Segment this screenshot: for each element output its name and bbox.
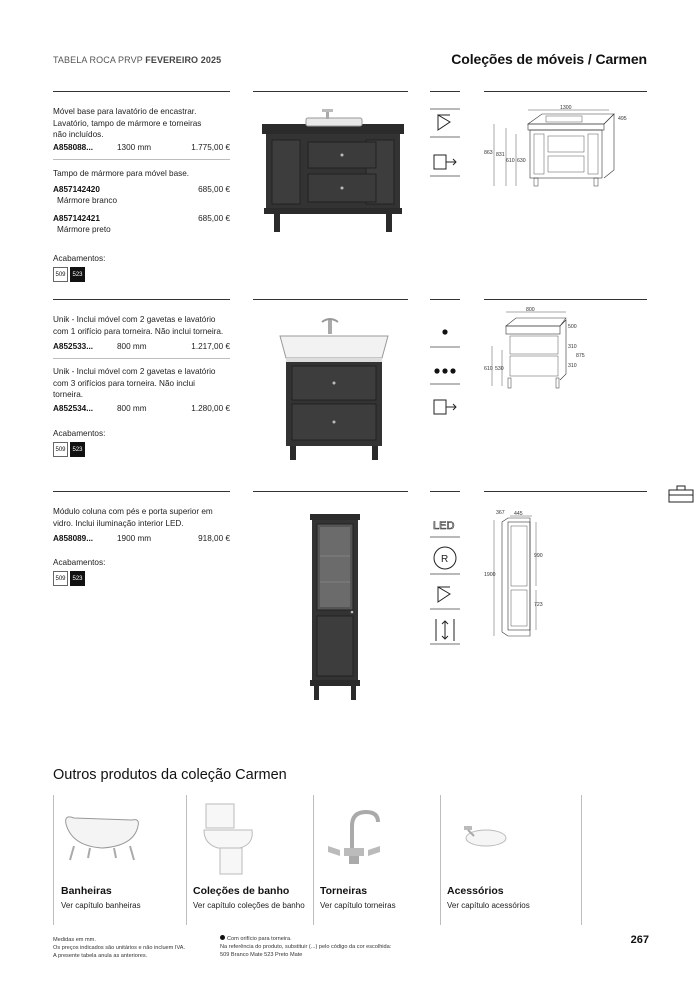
dim-label: 990 [534, 553, 543, 559]
header-tabela: TABELA ROCA PRVP FEVEREIRO 2025 [53, 55, 222, 65]
card-link[interactable]: Ver capítulo acessórios [447, 901, 530, 910]
dot-icon [220, 935, 225, 940]
drawer-open-icon [430, 392, 460, 422]
dim-label: 495 [618, 116, 627, 122]
divider [253, 91, 408, 92]
divider [53, 91, 230, 92]
page-number: 267 [630, 934, 649, 946]
product-icons [430, 108, 460, 182]
product-code: A858088... [53, 143, 94, 152]
extra-code: A857142421 [53, 214, 100, 223]
divider [53, 491, 230, 492]
dim-label: 500 [568, 324, 577, 330]
dim-label: 445 [514, 511, 523, 517]
divider [484, 491, 647, 492]
dim-label: 800 [526, 307, 535, 313]
extra-price: 685,00 € [198, 185, 230, 194]
finish-swatch-black: 523 [70, 442, 85, 457]
variant-price: 1.280,00 € [191, 404, 230, 413]
divider [53, 299, 230, 300]
dim-label: 310 [568, 344, 577, 350]
divider [253, 299, 408, 300]
three-holes-icon [430, 355, 460, 385]
toilet-image [200, 800, 260, 878]
card-divider [440, 795, 441, 925]
card-name[interactable]: Banheiras [61, 885, 112, 897]
svg-text:LED: LED [433, 520, 455, 532]
dim-label: 1900 [484, 572, 496, 578]
divider [430, 299, 460, 300]
soap-dish-image [460, 818, 510, 858]
finish-swatch-white: 509 [53, 571, 68, 586]
wall-mounted-icon [430, 108, 460, 138]
product-description: Módulo coluna com pés e porta superior em vidro. Inclui iluminação interior LED. [53, 507, 213, 528]
bathtub-image [62, 806, 142, 868]
divider [484, 91, 647, 92]
faucet-image [324, 806, 384, 868]
product-code: A858089... [53, 534, 94, 543]
card-link[interactable]: Ver capítulo banheiras [61, 901, 141, 910]
divider [430, 91, 460, 92]
product-icons [430, 510, 460, 650]
extra-title: Tampo de mármore para móvel base. [53, 169, 190, 178]
divider [430, 491, 460, 492]
vanity-base-image [258, 104, 408, 234]
product-size: 800 mm [117, 342, 147, 351]
finish-swatch-black: 523 [70, 571, 85, 586]
divider [253, 491, 408, 492]
svg-text:R: R [441, 554, 449, 565]
one-hole-icon [430, 318, 460, 348]
variant-description: Unik - Inclui móvel com 2 gavetas e lavatório com 3 orifícios para torneira. Não inclui torneira. [53, 367, 216, 399]
product-description: Unik - Inclui móvel com 2 gavetas e lavatório com 1 orifício para torneira. Não inclui torneira. [53, 315, 224, 336]
card-name[interactable]: Torneiras [320, 885, 368, 897]
product-description: Móvel base para lavatório de encastrar. Lavatório, tampo de mármore e torneiras não incluídos. [53, 107, 202, 139]
divider [484, 299, 647, 300]
others-title: Outros produtos da coleção Carmen [53, 767, 287, 783]
card-divider [186, 795, 187, 925]
product-price: 1.217,00 € [191, 342, 230, 351]
card-name[interactable]: Acessórios [447, 885, 504, 897]
finish-swatch-white: 509 [53, 267, 68, 282]
dim-label: 367 [496, 510, 505, 516]
reversible-icon [430, 543, 460, 575]
product-price: 918,00 € [198, 534, 230, 543]
finish-swatch-black: 523 [70, 267, 85, 282]
led-icon [430, 510, 460, 538]
divider [53, 159, 230, 160]
product-size: 1900 mm [117, 534, 152, 543]
dim-label: 1300 [560, 105, 572, 111]
vanity-unik-image [278, 316, 390, 462]
extra-name: Mármore preto [57, 225, 111, 234]
finishes-label: Acabamentos: [53, 429, 106, 438]
dim-label: 831 [496, 152, 505, 158]
card-divider [581, 795, 582, 925]
technical-drawing [484, 306, 604, 396]
dim-label: 863 [484, 150, 493, 156]
dim-label: 723 [534, 602, 543, 608]
variant-size: 800 mm [117, 404, 147, 413]
finish-swatch-white: 509 [53, 442, 68, 457]
product-icons [430, 318, 460, 427]
product-price: 1.775,00 € [191, 143, 230, 152]
footer-notes: Medidas em mm. Os preços indicados são unitários e não incluem IVA. A presente tabela anula as anteriores. [53, 937, 186, 959]
card-name[interactable]: Coleções de banho [193, 885, 290, 897]
divider [53, 358, 230, 359]
section-title: Coleções de móveis / Carmen [451, 51, 647, 67]
furniture-tab-icon [667, 484, 697, 504]
dim-label: 610 [506, 158, 515, 164]
card-divider [53, 795, 54, 925]
extra-name: Mármore branco [57, 196, 118, 205]
product-code: A852533... [53, 342, 94, 351]
technical-drawing [484, 506, 564, 644]
finishes-label: Acabamentos: [53, 558, 106, 567]
drawer-open-icon [430, 147, 460, 177]
column-cabinet-image [308, 512, 362, 702]
dim-label: 530 [495, 366, 504, 372]
card-divider [313, 795, 314, 925]
technical-drawing [484, 104, 647, 194]
extra-price: 685,00 € [198, 214, 230, 223]
variant-code: A852534... [53, 404, 94, 413]
product-size: 1300 mm [117, 143, 152, 152]
finishes-label: Acabamentos: [53, 254, 106, 263]
dim-label: 875 [576, 353, 585, 359]
card-link[interactable]: Ver capítulo torneiras [320, 901, 396, 910]
footer-legend: Com orifício para torneira. Na referência do produto, substituir (...) pelo código da cor escolhida: 509 Branco Mate 523 Preto Mate [220, 936, 392, 958]
dim-label: 310 [568, 363, 577, 369]
dim-label: 630 [517, 158, 526, 164]
wall-mounted-icon [430, 580, 460, 610]
height-adjust-icon [430, 615, 460, 645]
dim-label: 610 [484, 366, 493, 372]
card-link[interactable]: Ver capítulo coleções de banho [193, 901, 305, 910]
extra-code: A857142420 [53, 185, 100, 194]
